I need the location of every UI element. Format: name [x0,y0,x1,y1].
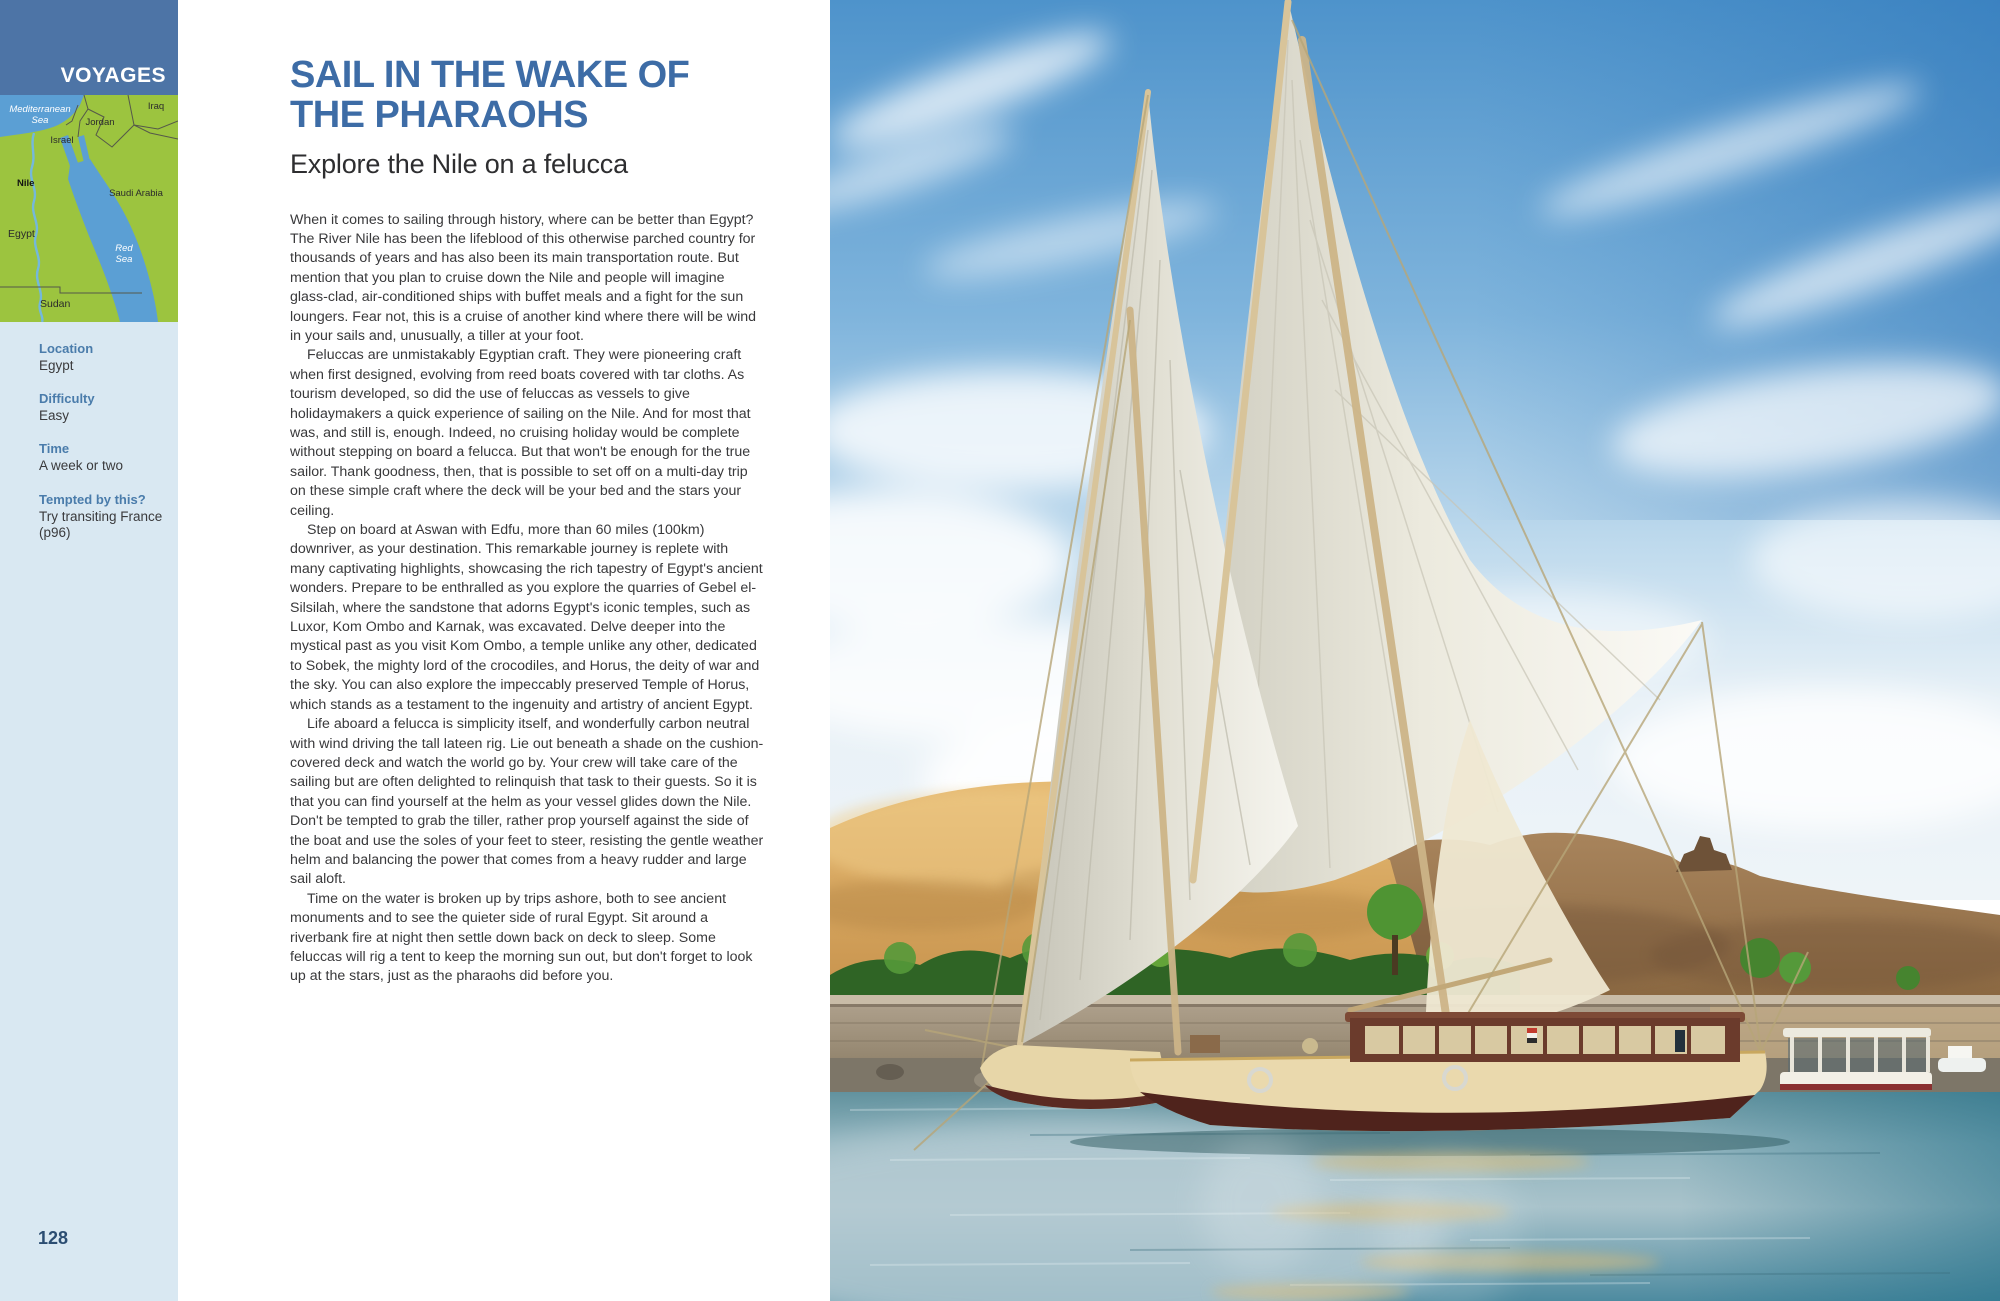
article-body [290,211,766,987]
paragraph: Step on board at Aswan with Edfu, more than 60 miles (100km) downriver, as your destination. This remarkable journey is replete with many captivating highlights, showcasing the rich tapestry of Egypt's ancient wonders. Prepare to be enthralled as you explore the quarries of Gebel el-Silsilah, where the sandstone that adorns Egypt's iconic temples, such as Luxor, Kom Ombo and Karnak, was excavated. Delve deeper into the mystical past as you visit Kom Ombo, a temple unlike any other, dedicated to Sobek, the mighty lord of the crocodiles, and Horus, the deity of war and the sky. You can also explore the impeccably preserved Temple of Horus, which stands as a testament to the ingenuity and artistry of ancient Egypt. [290,522,763,713]
region-map-svg [0,95,178,322]
map-label-iraq: Iraq [147,101,165,112]
article [290,55,766,987]
article-title: SAIL IN THE WAKE OF THE PHARAOHS [290,54,690,137]
trip-facts [39,341,171,558]
fact-time [39,441,171,474]
tall-tree [1367,884,1423,940]
section-header [0,0,178,95]
fact-difficulty [39,391,171,424]
map-label-nile: Nile [17,178,35,189]
fact-value: Easy [39,408,70,424]
map-label-egypt: Egypt [8,228,35,240]
fact-value: Egypt [39,358,74,373]
fact-value: A week or two [39,458,124,474]
felucca-photo [830,0,2000,1301]
fact-label: Difficulty [39,391,95,407]
map-label-mediterranean-2: Sea [31,115,49,126]
map-label-mediterranean: Mediterranean [9,104,71,115]
map-label-israel: Israel [50,135,74,146]
fact-value: Try transiting France (p96) [39,508,163,540]
map-label-saudi-arabia: Saudi Arabia [109,188,163,199]
section-title: VOYAGES [60,64,166,87]
fact-location [39,341,171,374]
map-label-red-sea-2: Sea [115,254,133,265]
page-number: 128 [38,1228,69,1248]
map-label-jordan: Jordan [85,117,115,128]
article-subtitle: Explore the Nile on a felucca [290,148,628,179]
paragraph: Time on the water is broken up by trips ashore, both to see ancient monuments and to see the quieter side of rural Egypt. Sit around a riverbank fire at night then settle down back on deck to sleep. Some feluccas will rig a tent to keep the morning sun out, but don't forget to look up at the stars, just as the pharaohs did before you. [290,890,753,985]
paragraph: Feluccas are unmistakably Egyptian craft. They were pioneering craft when first designed, evolving from reed boats covered with tar cloths. As tourism developed, so did the use of feluccas as vessels to give holidaymakers a quick experience of sailing on the Nile. And for most that was, and still is, enough. Indeed, no cruising holiday would be complete without stepping on board a felucca. But that won't be enough for the true sailor. Thank goodness, then, that is possible to set off on a multi-day trip on these simple craft where the deck will be your bed and the stars your ceiling. [290,347,751,519]
map-label-red-sea: Red [115,243,133,254]
map-label-sudan: Sudan [40,298,71,310]
fact-label: Location [39,341,94,356]
fact-tempted [39,492,171,541]
sidebar [0,0,178,1301]
passenger-silhouette [1675,1030,1685,1052]
fact-label: Time [39,441,70,457]
region-map [0,95,178,322]
fact-label: Tempted by this? [39,491,146,507]
paragraph: Life aboard a felucca is simplicity itself, and wonderfully carbon neutral with wind driving the tall lateen rig. Lie out beneath a shade on the cushion-covered deck and watch the world go by. Your crew will take care of the sailing but are often delighted to relinquish that task to their guests. So it is that you can find yourself at the helm as your vessel glides down the Nile. Don't be tempted to grab the tiller, rather prop yourself against the side of the boat and use the soles of your feet to steer, resisting the gentle weather helm and balancing the power that comes from a heavy rudder and large sail aloft. [290,716,764,888]
paragraph: When it comes to sailing through history, where can be better than Egypt? The River Nile has been the lifeblood of this otherwise parched country for thousands of years and has also been its main transportation route. But mention that you plan to cruise down the Nile and people will imagine glass-clad, air-conditioned ships with buffet meals and a fight for the sun loungers. Fear not, this is a cruise of another kind where there will be wind in your sails and, unusually, a tiller at your foot. [290,211,757,344]
felucca-photo-svg [830,0,2000,1301]
